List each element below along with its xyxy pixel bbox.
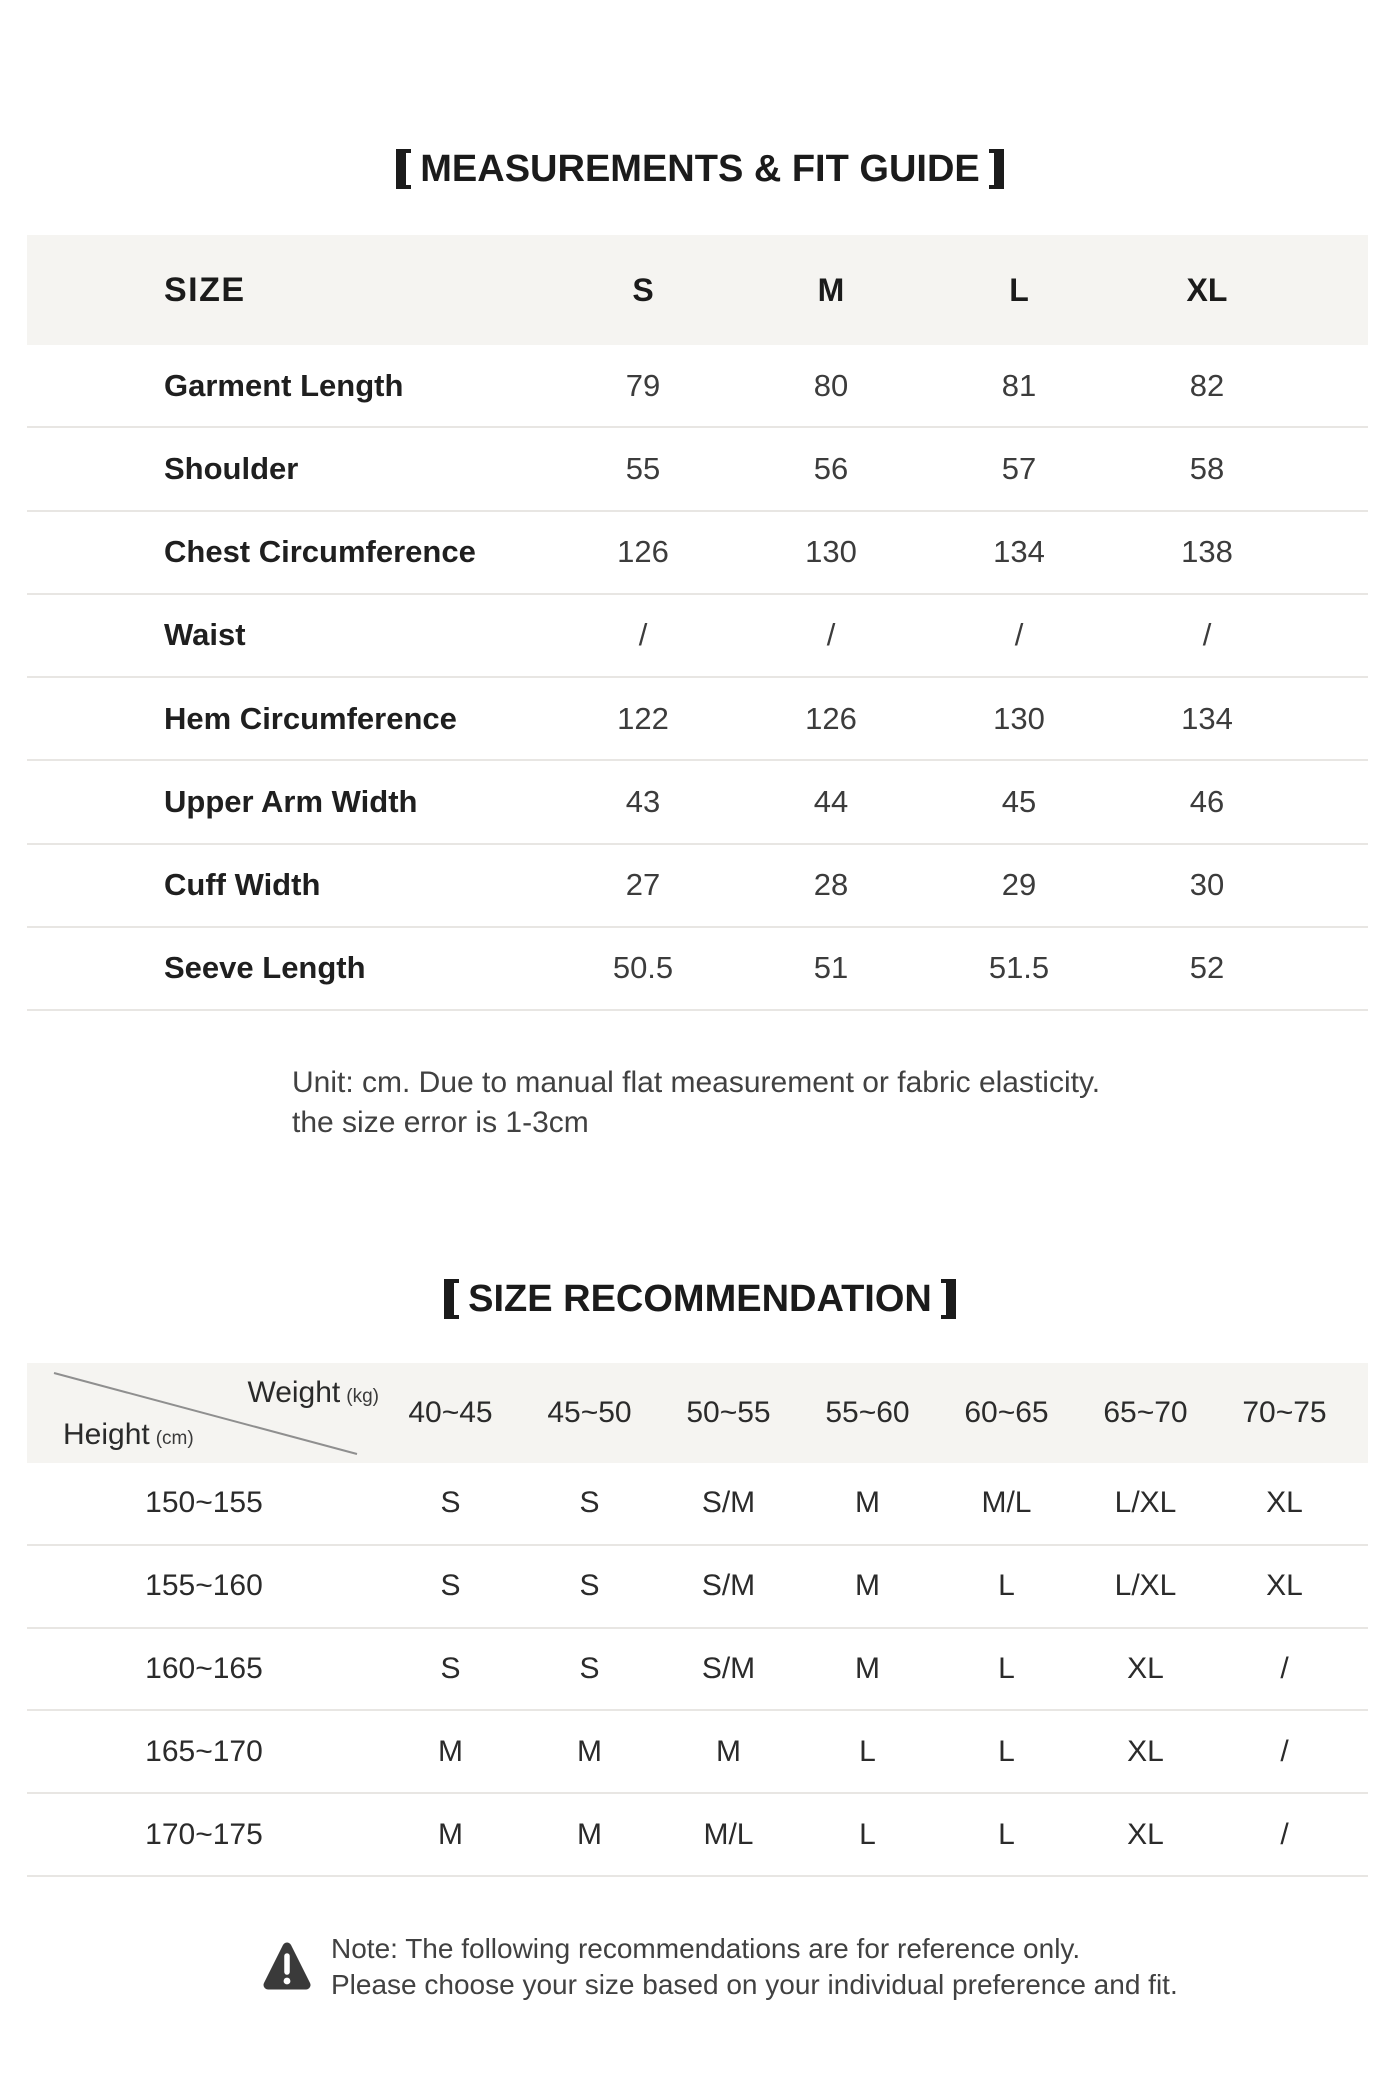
weight-range-header: 50~55 (686, 1396, 771, 1429)
measurement-value: 58 (1189, 450, 1225, 486)
measurement-row (27, 761, 1368, 844)
measurement-value: 130 (805, 534, 857, 570)
size-column-label: M (817, 271, 845, 308)
unit-note-line2: the size error is 1-3cm (292, 1106, 589, 1139)
recommended-size: S/M (701, 1486, 756, 1520)
weight-range-header: 65~70 (1103, 1396, 1188, 1429)
measurement-row (27, 845, 1368, 928)
measurement-value: 56 (813, 450, 849, 486)
recommended-size: S (440, 1486, 461, 1520)
measurement-value: 122 (617, 700, 669, 736)
recommended-size: S (579, 1569, 600, 1603)
height-range-label: 150~155 (145, 1486, 263, 1520)
measurements-table-header (27, 235, 1368, 345)
size-column-label: S (632, 271, 654, 308)
measurement-row-label: Seeve Length (164, 950, 366, 986)
recommended-size: L (998, 1734, 1015, 1768)
measurement-row (27, 678, 1368, 761)
footnote-line2: Please choose your size based on your individual preference and fit. (331, 1969, 1178, 2000)
size-column-header: SIZE (164, 270, 246, 309)
recommended-size: M (577, 1734, 602, 1768)
recommended-size: M (855, 1569, 880, 1603)
measurement-value: / (638, 617, 648, 653)
measurement-value: 55 (625, 450, 661, 486)
measurement-row (27, 345, 1368, 428)
recommended-size: XL (1266, 1569, 1303, 1603)
bracket-open-decoration (396, 149, 411, 189)
weight-range-header: 40~45 (408, 1396, 493, 1429)
recommended-size: L (998, 1817, 1015, 1851)
measurement-value: 134 (1181, 700, 1233, 736)
measurement-row (27, 428, 1368, 511)
recommended-size: M/L (703, 1817, 754, 1851)
measurement-value: 51 (813, 950, 849, 986)
measurement-value: 43 (625, 783, 661, 819)
weight-axis-label (247, 1376, 379, 1410)
weight-range-header: 55~60 (825, 1396, 910, 1429)
measurements-table (27, 235, 1368, 1011)
bracket-close-decoration (941, 1279, 956, 1319)
measurements-table-body (27, 345, 1368, 1011)
measurement-value: 79 (625, 367, 661, 403)
recommendation-row (27, 1546, 1368, 1629)
measurement-value: 51.5 (988, 950, 1050, 986)
weight-unit-text: (kg) (346, 1386, 379, 1407)
size-column-label: XL (1186, 271, 1228, 308)
recommended-size: S (440, 1651, 461, 1685)
recommendation-row (27, 1711, 1368, 1794)
measurement-row-label: Garment Length (164, 367, 404, 403)
height-unit-text: (cm) (155, 1428, 194, 1449)
recommendation-row (27, 1794, 1368, 1877)
recommended-size: M (577, 1817, 602, 1851)
measurement-row-label: Hem Circumference (164, 700, 457, 736)
measurement-value: 126 (805, 700, 857, 736)
recommended-size: L (859, 1817, 876, 1851)
measurement-row-label: Waist (164, 617, 246, 653)
recommended-size: / (1280, 1817, 1289, 1851)
recommendation-title-text: SIZE RECOMMENDATION (468, 1278, 932, 1320)
measurement-row (27, 928, 1368, 1011)
measurement-row (27, 595, 1368, 678)
recommended-size: M (438, 1817, 463, 1851)
weight-range-header: 70~75 (1242, 1396, 1327, 1429)
recommended-size: L/XL (1114, 1569, 1177, 1603)
recommendation-row (27, 1629, 1368, 1712)
measurement-value: 27 (625, 867, 661, 903)
recommended-size: M (855, 1651, 880, 1685)
height-range-label: 155~160 (145, 1569, 263, 1603)
measurement-value: 44 (813, 783, 849, 819)
measurement-row-label: Chest Circumference (164, 534, 476, 570)
recommended-size: XL (1127, 1734, 1164, 1768)
recommended-size: M (716, 1734, 741, 1768)
measurement-row-label: Shoulder (164, 450, 299, 486)
recommendation-table-body (27, 1463, 1368, 1877)
bracket-open-decoration (444, 1279, 459, 1319)
measurements-title (0, 147, 1400, 191)
measurement-row-label: Upper Arm Width (164, 783, 418, 819)
measurement-row (27, 512, 1368, 595)
weight-label-text: Weight (247, 1376, 341, 1409)
recommendation-row (27, 1463, 1368, 1546)
measurement-value: / (1014, 617, 1024, 653)
warning-icon (263, 1939, 311, 1991)
recommended-size: S (579, 1651, 600, 1685)
measurement-value: 126 (617, 534, 669, 570)
recommended-size: XL (1127, 1817, 1164, 1851)
measurement-value: 130 (993, 700, 1045, 736)
measurements-title-text: MEASUREMENTS & FIT GUIDE (420, 148, 980, 190)
bracket-close-decoration (989, 149, 1004, 189)
recommendation-table-header (27, 1363, 1368, 1463)
footnote-line1: Note: The following recommendations are for reference only. (331, 1933, 1081, 1964)
footnote-text (331, 1931, 1178, 2003)
recommended-size: L/XL (1114, 1486, 1177, 1520)
measurement-value: / (826, 617, 836, 653)
measurement-value: 134 (993, 534, 1045, 570)
recommended-size: / (1280, 1734, 1289, 1768)
recommended-size: L (859, 1734, 876, 1768)
recommended-size: XL (1127, 1651, 1164, 1685)
recommended-size: / (1280, 1651, 1289, 1685)
measurement-value: 52 (1189, 950, 1225, 986)
measurement-value: 80 (813, 367, 849, 403)
recommendation-title (0, 1277, 1400, 1321)
height-range-label: 165~170 (145, 1734, 263, 1768)
measurement-value: 29 (1001, 867, 1037, 903)
measurement-value: 45 (1001, 783, 1037, 819)
measurement-row-label: Cuff Width (164, 867, 321, 903)
height-axis-label (63, 1418, 194, 1452)
recommendation-table (27, 1363, 1368, 1877)
recommended-size: M/L (981, 1486, 1032, 1520)
size-column-label: L (1009, 271, 1029, 308)
footnote (263, 1931, 1178, 2003)
measurement-value: 81 (1001, 367, 1037, 403)
measurement-value: / (1202, 617, 1212, 653)
measurement-value: 30 (1189, 867, 1225, 903)
measurement-value: 46 (1189, 783, 1225, 819)
height-range-label: 160~165 (145, 1651, 263, 1685)
measurement-value: 50.5 (612, 950, 674, 986)
measurement-value: 28 (813, 867, 849, 903)
recommended-size: XL (1266, 1486, 1303, 1520)
recommended-size: L (998, 1569, 1015, 1603)
unit-note-line1: Unit: cm. Due to manual flat measurement or fabric elasticity. (292, 1066, 1101, 1099)
weight-range-header: 60~65 (964, 1396, 1049, 1429)
measurement-value: 57 (1001, 450, 1037, 486)
height-range-label: 170~175 (145, 1817, 263, 1851)
recommended-size: M (855, 1486, 880, 1520)
recommended-size: S (440, 1569, 461, 1603)
recommended-size: L (998, 1651, 1015, 1685)
height-label-text: Height (63, 1418, 150, 1451)
weight-height-corner-cell (27, 1363, 381, 1463)
unit-note (292, 1063, 1100, 1143)
weight-range-header: 45~50 (547, 1396, 632, 1429)
recommended-size: S/M (701, 1651, 756, 1685)
recommended-size: S (579, 1486, 600, 1520)
measurement-value: 82 (1189, 367, 1225, 403)
recommended-size: S/M (701, 1569, 756, 1603)
measurement-value: 138 (1181, 534, 1233, 570)
recommended-size: M (438, 1734, 463, 1768)
